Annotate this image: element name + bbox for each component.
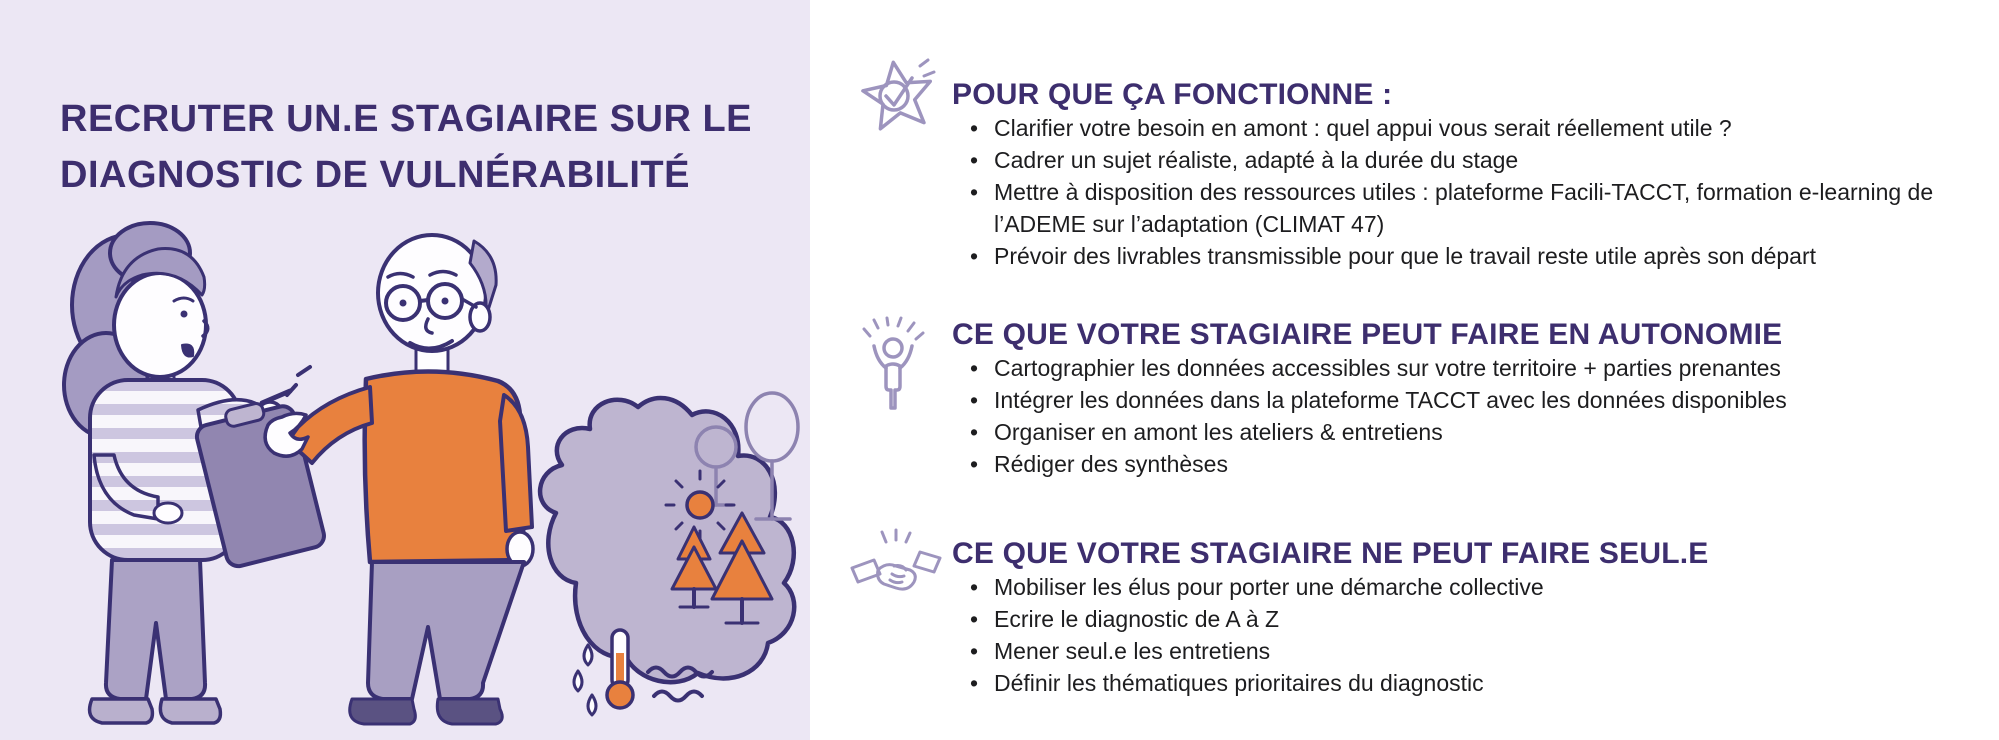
list-item: • Mobiliser les élus pour porter une démarche collective <box>952 571 1972 603</box>
section-pour-que-ca-fonctionne <box>952 78 1992 272</box>
section-stagiaire-pas-seul <box>952 537 1992 699</box>
list-item: • Cadrer un sujet réaliste, adapté à la durée du stage <box>952 144 1972 176</box>
star-check-icon <box>858 54 938 142</box>
interviewer-with-clipboard <box>64 223 327 723</box>
bullet-list <box>952 352 1972 480</box>
section-heading: CE QUE VOTRE STAGIAIRE PEUT FAIRE EN AUTONOMIE <box>952 318 1783 351</box>
handshake-icon <box>848 528 944 616</box>
bullet-list <box>952 571 1972 699</box>
page-title-line2: DIAGNOSTIC DE VULNÉRABILITÉ <box>60 154 690 197</box>
speech-marks <box>287 367 310 395</box>
page-title-line1: RECRUTER UN.E STAGIAIRE SUR LE <box>60 98 753 141</box>
thermometer <box>607 630 633 708</box>
list-item: • Rédiger des synthèses <box>952 448 1972 480</box>
person-celebrating-icon <box>862 316 928 412</box>
list-item: • Ecrire le diagnostic de A à Z <box>952 603 1972 635</box>
list-item: • Cartographier les données accessibles sur votre territoire + parties prenantes <box>952 352 1972 384</box>
left-panel <box>0 0 810 740</box>
water-drops <box>574 645 596 715</box>
section-heading: POUR QUE ÇA FONCTIONNE : <box>952 78 1393 111</box>
list-item: • Mettre à disposition des ressources utiles : plateforme Facili-TACCT, formation e-learning de l’ADEME sur l’adaptation (CLIMAT 47) <box>952 176 1972 240</box>
bullet-list <box>952 112 1972 272</box>
list-item: • Prévoir des livrables transmissible pour que le travail reste utile après son départ <box>952 240 1972 272</box>
list-item: • Intégrer les données dans la plateforme TACCT avec les données disponibles <box>952 384 1972 416</box>
list-item: • Définir les thématiques prioritaires du diagnostic <box>952 667 1972 699</box>
illustration <box>0 175 810 740</box>
list-item: • Mener seul.e les entretiens <box>952 635 1972 667</box>
map-of-france <box>540 393 798 715</box>
list-item: • Clarifier votre besoin en amont : quel appui vous serait réellement utile ? <box>952 112 1972 144</box>
section-heading: CE QUE VOTRE STAGIAIRE NE PEUT FAIRE SEUL.E <box>952 537 1709 570</box>
list-item: • Organiser en amont les ateliers & entretiens <box>952 416 1972 448</box>
section-stagiaire-autonomie <box>952 318 1992 480</box>
